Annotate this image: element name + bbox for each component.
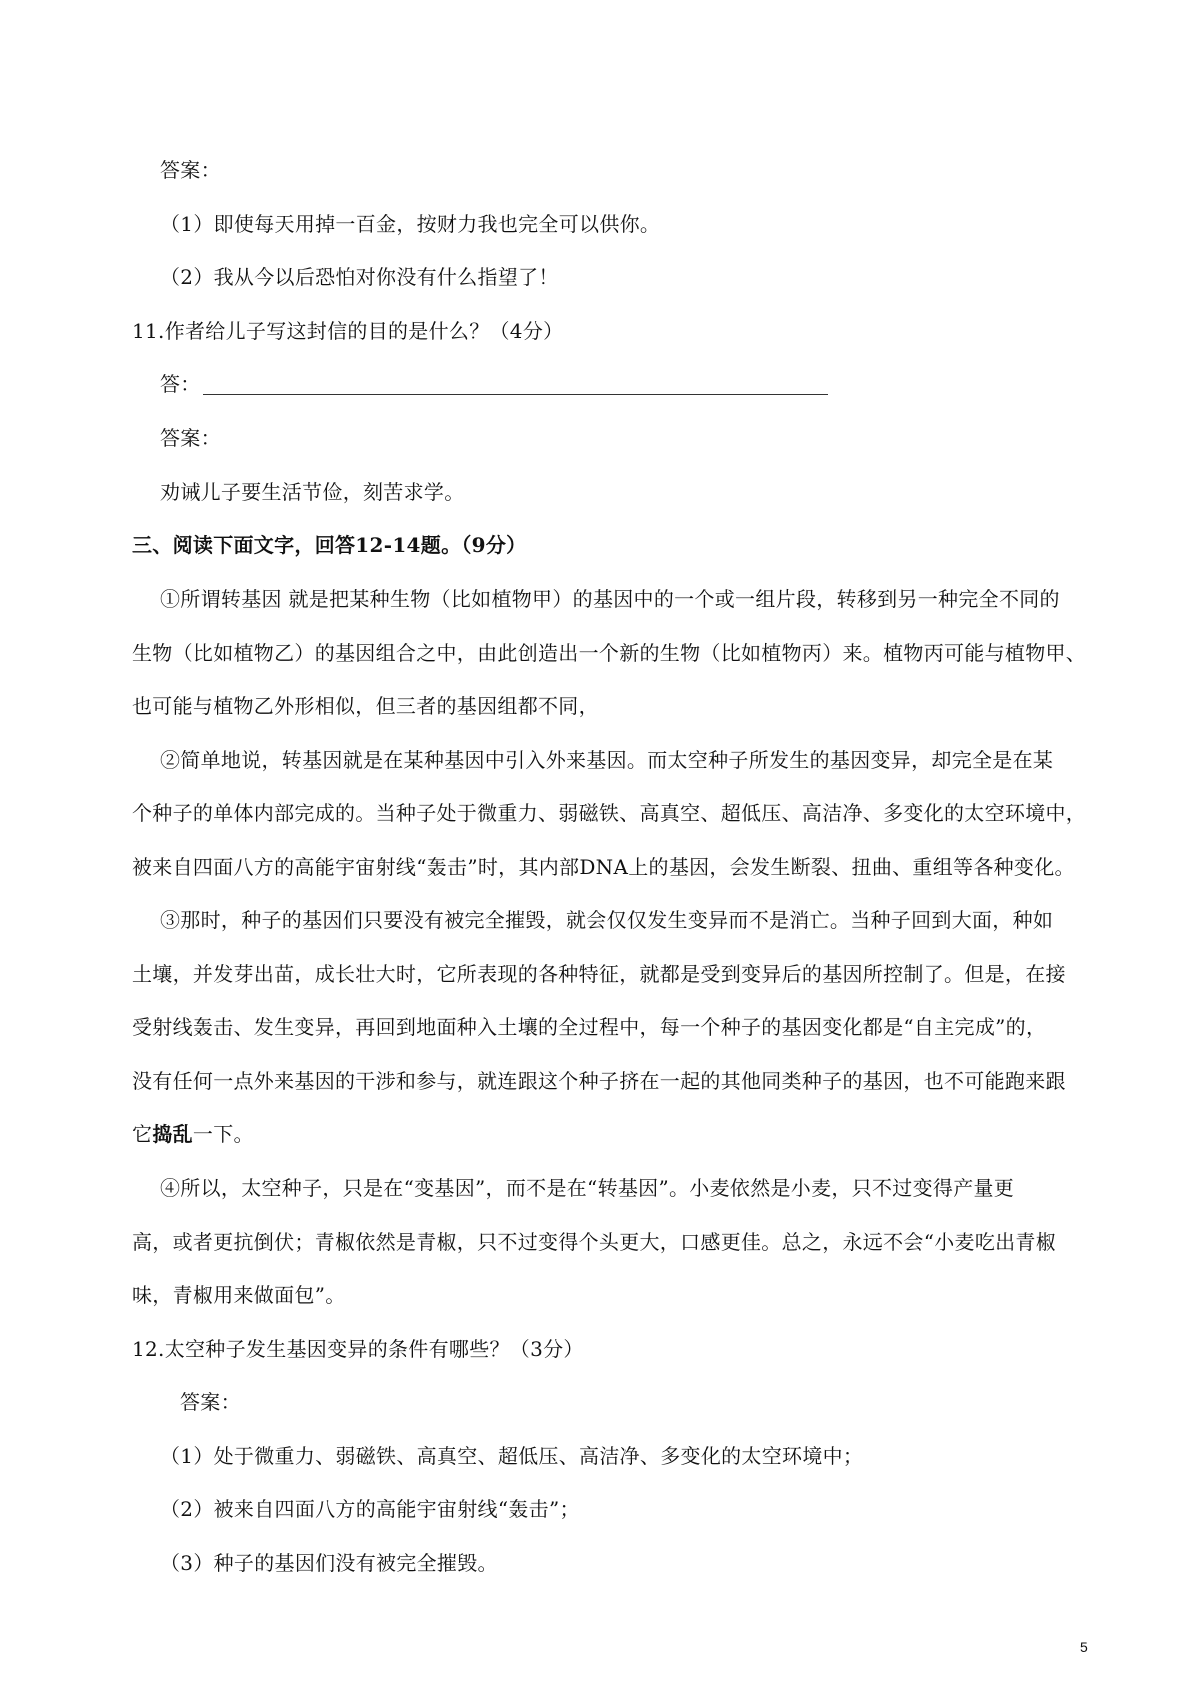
q12-answer-3: （3）种子的基因们没有被完全摧毁。 [160,1551,498,1575]
passage-p4-line-1: ④所以，太空种子，只是在“变基因”，而不是在“转基因”。小麦依然是小麦，只不过变得产量更 [160,1176,1015,1200]
q11-answer-label: 答案： [160,426,221,450]
q12-answer-label: 答案： [180,1390,241,1414]
q10-answer-label: 答案： [160,158,221,182]
q12-answer-1: （1）处于微重力、弱磁铁、高真空、超低压、高洁净、多变化的太空环境中； [160,1444,864,1468]
q10-answer-2: （2）我从今以后恐怕对你没有什么指望了！ [160,265,559,289]
q12-question: 12.太空种子发生基因变异的条件有哪些？（3分） [132,1337,584,1361]
passage-p3-line-4: 没有任何一点外来基因的干涉和参与，就连跟这个种子挤在一起的其他同类种子的基因，也不可能跑来跟 [132,1069,1066,1093]
passage-p3-line-2: 土壤，并发芽出苗，成长壮大时，它所表现的各种特征，就都是受到变异后的基因所控制了。但是，在接 [132,962,1066,986]
passage-p1-line-2: 生物（比如植物乙）的基因组合之中，由此创造出一个新的生物（比如植物丙）来。植物丙可能与植物甲、 [132,641,1087,665]
section-3-title: 三、阅读下面文字，回答12-14题。（9分） [132,533,527,557]
passage-p4-line-3: 味，青椒用来做面包”。 [132,1283,346,1307]
q11-question: 11.作者给儿子写这封信的目的是什么？（4分） [132,319,564,343]
page-number: 5 [1080,1639,1088,1655]
passage-p3-line-5 [132,1120,254,1148]
passage-p3-line-5-pre: 它 [132,1122,153,1146]
passage-p1-line-3: 也可能与植物乙外形相似，但三者的基因组都不同， [132,694,599,718]
q11-answer: 劝诫儿子要生活节俭，刻苦求学。 [160,480,465,504]
passage-bold-word: 捣乱 [152,1122,193,1146]
passage-p2-line-1: ②简单地说，转基因就是在某种基因中引入外来基因。而太空种子所发生的基因变异，却完全是在某 [160,748,1054,772]
passage-p3-line-5-post: 一下。 [192,1122,254,1146]
passage-p3-line-3: 受射线轰击、发生变异，再回到地面种入土壤的全过程中，每一个种子的基因变化都是“自主完成”的， [132,1015,1047,1039]
passage-p2-line-2: 个种子的单体内部完成的。当种子处于微重力、弱磁铁、高真空、超低压、高洁净、多变化的太空环境中， [132,801,1087,825]
q12-answer-2: （2）被来自四面八方的高能宇宙射线“轰击”； [160,1497,580,1521]
passage-p4-line-2: 高，或者更抗倒伏；青椒依然是青椒，只不过变得个头更大，口感更佳。总之，永远不会“小麦吃出青椒 [132,1230,1057,1254]
passage-p1-line-1: ①所谓转基因 就是把某种生物（比如植物甲）的基因中的一个或一组片段，转移到另一种完全不同的 [160,587,1060,611]
q11-answer-prompt: 答： [160,372,201,396]
passage-p2-line-3: 被来自四面八方的高能宇宙射线“轰击”时，其内部DNA上的基因，会发生断裂、扭曲、重组等各种变化。 [132,855,1075,879]
passage-p3-line-1: ③那时，种子的基因们只要没有被完全摧毁，就会仅仅发生变异而不是消亡。当种子回到大面，种如 [160,908,1054,932]
q11-answer-blank-line [203,394,828,395]
q10-answer-1: （1）即使每天用掉一百金，按财力我也完全可以供你。 [160,212,661,236]
